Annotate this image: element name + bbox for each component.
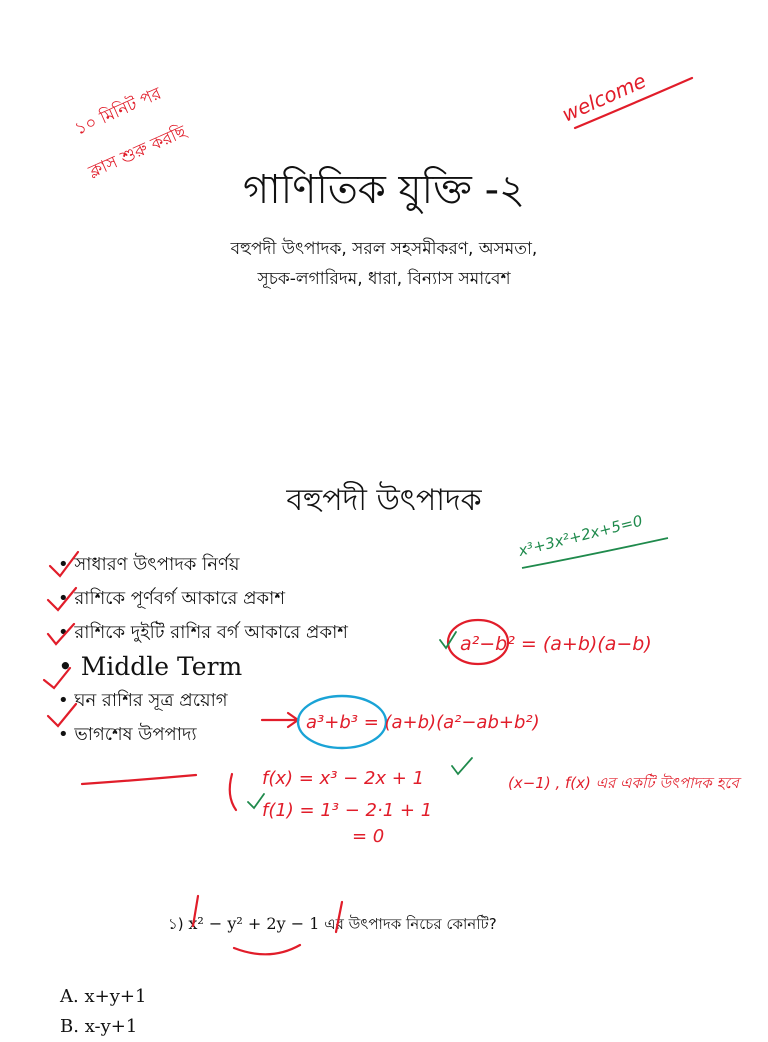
list-item: • সাধারণ উৎপাদক নির্ণয় bbox=[58, 554, 240, 575]
tick-mark bbox=[193, 896, 198, 926]
note-diff-squares: a²−b² = (a+b)(a−b) bbox=[460, 633, 652, 655]
list-item: • ঘন রাশির সূত্র প্রয়োগ bbox=[58, 690, 228, 711]
page-title: গাণিতিক যুক্তি -২ bbox=[242, 167, 526, 213]
check-mark bbox=[50, 552, 78, 576]
list-item: • রাশিকে দুইটি রাশির বর্গ আকারে প্রকাশ bbox=[58, 622, 348, 643]
check-mark bbox=[452, 758, 472, 774]
option-label: A. bbox=[60, 986, 79, 1007]
bracket bbox=[230, 774, 236, 810]
note-welcome: welcome bbox=[558, 68, 650, 127]
subtitle-line-1: বহুপদী উৎপাদক, সরল সহসমীকরণ, অসমতা, bbox=[230, 239, 538, 259]
tick-mark bbox=[336, 902, 342, 932]
section-title: বহুপদী উৎপাদক bbox=[286, 483, 482, 518]
arrow bbox=[262, 713, 298, 727]
note-factor: (x−1) , f(x) এর একটি উৎপাদক হবে bbox=[508, 774, 739, 792]
question-number: ১) bbox=[168, 915, 184, 933]
check-mark bbox=[48, 624, 74, 644]
note-top-left-1: ১০ মিনিট পর bbox=[71, 83, 165, 140]
note-fx-1: f(x) = x³ − 2x + 1 bbox=[262, 768, 425, 789]
check-mark bbox=[44, 668, 70, 688]
bullet-text: ঘন রাশির সূত্র প্রয়োগ bbox=[74, 690, 228, 711]
list-item: • Middle Term bbox=[58, 652, 243, 681]
bullet-text: সাধারণ উৎপাদক নির্ণয় bbox=[74, 554, 240, 575]
question-expression: x² − y² + 2y − 1 bbox=[188, 914, 320, 933]
question-text: এর উৎপাদক নিচের কোনটি? bbox=[324, 915, 497, 933]
note-equation-top: x³+3x²+2x+5=0 bbox=[516, 511, 645, 560]
option-value: x-y+1 bbox=[84, 1016, 138, 1037]
bullet-text: Middle Term bbox=[80, 652, 243, 681]
note-fx-2: f(1) = 1³ − 2·1 + 1 bbox=[262, 800, 433, 821]
check-mark bbox=[48, 588, 76, 610]
note-fx-3: = 0 bbox=[352, 826, 385, 847]
list-item: • রাশিকে পূর্ণবর্গ আকারে প্রকাশ bbox=[58, 588, 286, 609]
note-sum-cubes: a³+b³ = (a+b)(a²−ab+b²) bbox=[306, 712, 540, 733]
underline bbox=[82, 775, 196, 784]
note-top-left-2: ক্লাস শুরু করছি bbox=[85, 121, 190, 183]
option-value: x+y+1 bbox=[84, 986, 147, 1007]
brace-mark bbox=[234, 945, 300, 954]
bullet-text: রাশিকে দুইটি রাশির বর্গ আকারে প্রকাশ bbox=[74, 622, 348, 643]
bullet-text: ভাগশেষ উপপাদ্য bbox=[74, 724, 197, 745]
option-label: B. bbox=[60, 1016, 79, 1037]
bullet-text: রাশিকে পূর্ণবর্গ আকারে প্রকাশ bbox=[74, 588, 286, 609]
subtitle-line-2: সূচক-লগারিদম, ধারা, বিন্যাস সমাবেশ bbox=[257, 269, 511, 289]
list-item: • ভাগশেষ উপপাদ্য bbox=[58, 724, 197, 745]
check-mark bbox=[48, 704, 76, 726]
